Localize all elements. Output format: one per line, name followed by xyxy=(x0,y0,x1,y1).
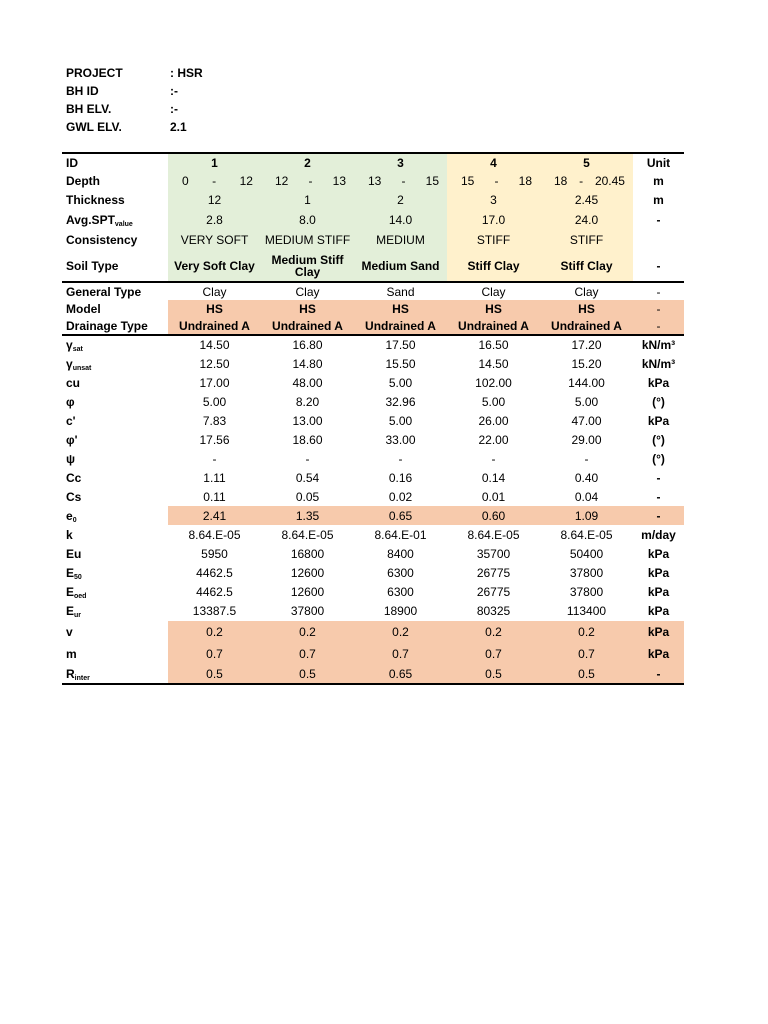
row-label xyxy=(62,643,168,665)
depth-range xyxy=(540,174,633,188)
value-cell: MEDIUM xyxy=(354,230,447,250)
layer-id: 4 xyxy=(447,153,540,171)
value-cell: 5.00 xyxy=(388,413,413,428)
header-row xyxy=(66,100,203,118)
value-cell: 8.64.E-05 xyxy=(467,527,520,542)
project-header xyxy=(66,64,203,136)
value-cell: 8.64.E-01 xyxy=(374,527,427,542)
unit-cell: (°) xyxy=(652,451,665,466)
row-label-text: E xyxy=(66,604,75,618)
table-row xyxy=(62,544,684,563)
row-label-subscript: sat xyxy=(72,346,83,353)
row-label-text: φ xyxy=(66,394,75,409)
value-cell: 14.50 xyxy=(199,338,230,352)
value-cell: 17.0 xyxy=(447,209,540,230)
unit-cell: kPa xyxy=(647,546,670,561)
value-cell: Medium Stiff Clay xyxy=(261,250,354,282)
value-cell: 12600 xyxy=(290,584,325,599)
value-cell: 0.16 xyxy=(388,470,413,485)
value-cell: 32.96 xyxy=(385,394,416,409)
value-cell: HS xyxy=(168,300,261,317)
value-cell: Clay xyxy=(168,282,261,300)
value-cell: 26775 xyxy=(476,584,511,599)
row-label xyxy=(62,282,168,300)
depth-cell xyxy=(447,171,540,190)
table-row xyxy=(62,209,684,230)
unit-cell: - xyxy=(633,282,684,300)
value-cell: 13387.5 xyxy=(192,604,237,618)
table-row xyxy=(62,601,684,621)
depth-part: 18 xyxy=(554,173,568,188)
row-label-text: Consistency xyxy=(66,233,138,247)
row-label-subscript: 0 xyxy=(72,516,77,524)
row-label xyxy=(62,230,168,250)
value-cell: Sand xyxy=(354,282,447,300)
value-cell: 48.00 xyxy=(292,375,323,390)
value-cell: 4462.5 xyxy=(196,584,233,599)
row-label xyxy=(62,209,168,230)
row-label-text: e xyxy=(66,508,73,523)
value-cell: 8.64.E-05 xyxy=(281,527,334,542)
depth-part: - xyxy=(494,173,499,188)
layer-id: 1 xyxy=(168,153,261,171)
value-cell: 18900 xyxy=(383,604,418,618)
value-cell: 16.80 xyxy=(292,338,323,352)
value-cell: 24.0 xyxy=(540,209,633,230)
row-label-text: v xyxy=(66,625,73,639)
value-cell: 6300 xyxy=(387,584,414,599)
value-cell: 0.2 xyxy=(168,621,261,643)
table-row xyxy=(62,230,684,250)
depth-part: - xyxy=(212,173,217,188)
value-cell: Undrained A xyxy=(540,317,633,335)
row-label: Depth xyxy=(66,173,100,188)
value-cell: 1.11 xyxy=(203,470,226,485)
row-label xyxy=(62,506,168,525)
unit-cell: - xyxy=(656,470,661,485)
unit-cell: - xyxy=(633,665,684,684)
value-cell: 0.7 xyxy=(354,643,447,665)
value-cell: 0.65 xyxy=(354,665,447,684)
layer-id: 3 xyxy=(354,153,447,171)
row-label-text: k xyxy=(66,527,73,542)
value-cell: Undrained A xyxy=(354,317,447,335)
table-row xyxy=(62,582,684,601)
value-cell: STIFF xyxy=(447,230,540,250)
depth-part: - xyxy=(308,173,313,188)
row-label: ID xyxy=(62,153,168,171)
value-cell: 14.80 xyxy=(292,356,323,371)
table-row xyxy=(62,665,684,684)
value-cell: 18.60 xyxy=(292,432,323,447)
table-row xyxy=(62,563,684,582)
value-cell: 47.00 xyxy=(571,413,602,428)
table-row xyxy=(62,430,684,449)
value-cell: - xyxy=(491,451,496,466)
unit-cell: kN/m³ xyxy=(641,356,676,371)
header-value: :- xyxy=(170,84,178,98)
value-cell: Clay xyxy=(261,282,354,300)
row-label xyxy=(62,621,168,643)
row-label-subscript: oed xyxy=(74,592,87,600)
table-row xyxy=(62,317,684,335)
value-cell: 2.45 xyxy=(540,190,633,209)
value-cell: 0.2 xyxy=(447,621,540,643)
value-cell: - xyxy=(305,451,310,466)
depth-range xyxy=(261,174,354,188)
value-cell: 3 xyxy=(447,190,540,209)
row-label-text: Eu xyxy=(66,546,82,561)
value-cell: 1.35 xyxy=(261,506,354,525)
value-cell: 5.00 xyxy=(574,394,599,409)
depth-cell xyxy=(354,171,447,190)
value-cell: 1 xyxy=(261,190,354,209)
layer-id: 5 xyxy=(540,153,633,171)
unit-cell: kPa xyxy=(647,375,670,390)
header-value: :- xyxy=(170,102,178,116)
value-cell: 5.00 xyxy=(202,394,227,409)
table-row xyxy=(62,282,684,300)
value-cell: 15.20 xyxy=(571,356,602,371)
value-cell: HS xyxy=(540,300,633,317)
value-cell: 0.2 xyxy=(540,621,633,643)
table-row xyxy=(62,487,684,506)
table-row xyxy=(62,643,684,665)
header-label: PROJECT xyxy=(66,66,123,80)
table-row xyxy=(62,449,684,468)
value-cell: 14.50 xyxy=(478,356,509,371)
value-cell: 13.00 xyxy=(292,413,323,428)
value-cell: 5950 xyxy=(201,546,228,561)
unit-cell: - xyxy=(633,300,684,317)
value-cell: 16800 xyxy=(290,546,325,561)
row-label-text: γ xyxy=(66,356,73,371)
row-label-text: φ' xyxy=(66,432,78,447)
value-cell: STIFF xyxy=(540,230,633,250)
unit-cell: - xyxy=(656,489,661,504)
row-label xyxy=(62,487,168,506)
unit-cell: kPa xyxy=(633,621,684,643)
value-cell: 37800 xyxy=(569,565,604,580)
value-cell: 16.50 xyxy=(478,338,509,352)
row-label xyxy=(62,563,168,582)
row-label-subscript: unsat xyxy=(72,364,92,372)
value-cell: 50400 xyxy=(569,546,604,561)
value-cell: 8.20 xyxy=(295,394,320,409)
value-cell: 7.83 xyxy=(202,413,227,428)
value-cell: Clay xyxy=(447,282,540,300)
unit-cell: m xyxy=(653,173,664,188)
header-value: : HSR xyxy=(170,66,203,80)
value-cell: 2 xyxy=(354,190,447,209)
value-cell: 1.09 xyxy=(540,506,633,525)
value-cell: 37800 xyxy=(569,584,604,599)
depth-part: 12 xyxy=(275,173,289,188)
value-cell: MEDIUM STIFF xyxy=(261,230,354,250)
value-cell: 0.14 xyxy=(481,470,506,485)
value-cell: 2.8 xyxy=(168,209,261,230)
value-cell: HS xyxy=(354,300,447,317)
table-row xyxy=(62,171,684,190)
depth-part: 12 xyxy=(239,173,253,188)
row-label-subscript: 50 xyxy=(74,573,82,581)
value-cell: - xyxy=(584,451,589,466)
depth-part: 20.45 xyxy=(594,173,625,188)
value-cell: 0.11 xyxy=(203,489,226,504)
table-row xyxy=(62,354,684,373)
table-row xyxy=(62,506,684,525)
header-row xyxy=(66,82,203,100)
value-cell: 29.00 xyxy=(571,432,602,447)
value-cell: Undrained A xyxy=(447,317,540,335)
row-label-text: m xyxy=(66,647,77,661)
value-cell: 37800 xyxy=(290,604,325,618)
value-cell: 102.00 xyxy=(475,375,512,390)
row-label-text: Model xyxy=(66,301,101,316)
value-cell: 12600 xyxy=(290,565,325,580)
table-row xyxy=(62,153,684,171)
value-cell: Undrained A xyxy=(168,317,261,335)
row-label-text: General Type xyxy=(66,284,142,299)
row-label xyxy=(62,601,168,621)
row-label xyxy=(62,468,168,487)
table-row xyxy=(62,392,684,411)
row-label-text: E xyxy=(66,565,75,580)
value-cell: 0.05 xyxy=(295,489,320,504)
table-row xyxy=(62,335,684,354)
row-label-text: Soil Type xyxy=(66,258,119,273)
value-cell: 17.56 xyxy=(199,432,230,447)
depth-part: 13 xyxy=(368,173,382,188)
row-label xyxy=(62,665,168,684)
table-row xyxy=(62,250,684,282)
header-row xyxy=(66,64,203,82)
value-cell: 0.7 xyxy=(540,643,633,665)
row-label xyxy=(62,449,168,468)
value-cell: Clay xyxy=(540,282,633,300)
value-cell: 0.5 xyxy=(540,665,633,684)
value-cell: 0.40 xyxy=(574,470,599,485)
value-cell: 2.41 xyxy=(168,506,261,525)
value-cell: 0.02 xyxy=(388,489,413,504)
soil-parameter-table xyxy=(62,152,684,685)
value-cell: - xyxy=(398,451,403,466)
header-label: BH ID xyxy=(66,84,99,98)
value-cell: 17.50 xyxy=(385,338,416,352)
header-row xyxy=(66,118,203,136)
unit-cell: kPa xyxy=(633,643,684,665)
value-cell: 5.00 xyxy=(388,375,413,390)
value-cell: 26.00 xyxy=(478,413,509,428)
value-cell: 6300 xyxy=(387,565,414,580)
unit-cell: kPa xyxy=(647,584,670,599)
value-cell: 12.50 xyxy=(199,356,230,371)
unit-cell: m xyxy=(653,192,664,207)
unit-cell: kPa xyxy=(647,565,670,580)
row-label xyxy=(62,582,168,601)
value-cell: 4462.5 xyxy=(196,565,233,580)
row-label xyxy=(62,411,168,430)
depth-part: - xyxy=(579,173,584,188)
value-cell: 144.00 xyxy=(568,375,605,390)
value-cell: Undrained A xyxy=(261,317,354,335)
value-cell: 80325 xyxy=(476,604,511,618)
layer-id: 2 xyxy=(261,153,354,171)
value-cell: 5.00 xyxy=(481,394,506,409)
value-cell: 15.50 xyxy=(385,356,416,371)
value-cell: 14.0 xyxy=(354,209,447,230)
row-label xyxy=(62,190,168,209)
depth-part: - xyxy=(401,173,406,188)
depth-range xyxy=(354,174,447,188)
value-cell: 8400 xyxy=(387,546,414,561)
unit-cell: (°) xyxy=(652,394,665,409)
value-cell: Medium Sand xyxy=(354,250,447,282)
value-cell: 0.2 xyxy=(261,621,354,643)
unit-cell: - xyxy=(633,317,684,335)
value-cell: 8.64.E-05 xyxy=(560,527,613,542)
value-cell: HS xyxy=(261,300,354,317)
value-cell: 0.5 xyxy=(447,665,540,684)
value-cell: Very Soft Clay xyxy=(168,250,261,282)
table-row xyxy=(62,300,684,317)
value-cell: 0.54 xyxy=(295,470,320,485)
row-label xyxy=(62,317,168,335)
row-label-subscript: value xyxy=(114,220,133,228)
row-label-text: ψ xyxy=(66,451,76,466)
row-label-subscript: inter xyxy=(74,675,90,682)
unit-cell: kPa xyxy=(647,604,670,618)
row-label-text: Avg.SPT xyxy=(66,212,115,227)
row-label-subscript: ur xyxy=(74,612,82,619)
value-cell: 0.5 xyxy=(261,665,354,684)
value-cell: 12 xyxy=(168,190,261,209)
unit-cell: - xyxy=(633,506,684,525)
depth-part: 15 xyxy=(461,173,475,188)
value-cell: 22.00 xyxy=(478,432,509,447)
row-label xyxy=(62,373,168,392)
row-label-text: cu xyxy=(66,375,81,390)
value-cell: VERY SOFT xyxy=(168,230,261,250)
unit-cell: - xyxy=(656,258,661,273)
depth-cell xyxy=(168,171,261,190)
unit-cell xyxy=(633,230,684,250)
value-cell: 17.00 xyxy=(199,375,230,390)
value-cell: 35700 xyxy=(476,546,511,561)
table-row xyxy=(62,190,684,209)
depth-range xyxy=(168,174,261,188)
value-cell: 0.60 xyxy=(447,506,540,525)
unit-cell: m/day xyxy=(641,527,676,542)
value-cell: 8.64.E-05 xyxy=(188,527,241,542)
row-label xyxy=(62,430,168,449)
row-label-text: Cc xyxy=(66,470,82,485)
row-label-text: c' xyxy=(66,413,76,428)
value-cell: 0.01 xyxy=(481,489,506,504)
row-label-text: Cs xyxy=(66,489,82,504)
value-cell: Stiff Clay xyxy=(540,250,633,282)
value-cell: Stiff Clay xyxy=(447,250,540,282)
table-row xyxy=(62,411,684,430)
unit-cell: (°) xyxy=(652,432,665,447)
row-label-text: Drainage Type xyxy=(66,318,148,333)
depth-cell xyxy=(540,171,633,190)
value-cell: 0.7 xyxy=(447,643,540,665)
row-label xyxy=(62,335,168,354)
value-cell: 0.65 xyxy=(354,506,447,525)
value-cell: 113400 xyxy=(566,604,607,618)
value-cell: 0.7 xyxy=(168,643,261,665)
row-label xyxy=(62,525,168,544)
table-row xyxy=(62,468,684,487)
row-label-text: γ xyxy=(66,338,73,352)
row-label-text: Thickness xyxy=(66,192,125,207)
table-row xyxy=(62,373,684,392)
header-label: BH ELV. xyxy=(66,102,112,116)
unit-cell: - xyxy=(656,212,661,227)
header-label: GWL ELV. xyxy=(66,120,122,134)
depth-part: 13 xyxy=(332,173,346,188)
row-label xyxy=(62,392,168,411)
row-label xyxy=(62,250,168,282)
unit-header: Unit xyxy=(633,153,684,171)
value-cell: 17.20 xyxy=(571,338,602,352)
value-cell: - xyxy=(212,451,217,466)
row-label-text: R xyxy=(66,667,75,681)
depth-cell xyxy=(261,171,354,190)
value-cell: 8.0 xyxy=(261,209,354,230)
value-cell: HS xyxy=(447,300,540,317)
row-label xyxy=(62,354,168,373)
value-cell: 0.2 xyxy=(354,621,447,643)
value-cell: 0.5 xyxy=(168,665,261,684)
value-cell: 0.7 xyxy=(261,643,354,665)
table-row xyxy=(62,525,684,544)
table-row xyxy=(62,621,684,643)
value-cell: 26775 xyxy=(476,565,511,580)
value-cell: 0.04 xyxy=(574,489,599,504)
row-label xyxy=(62,544,168,563)
row-label-text: E xyxy=(66,584,75,599)
value-cell: 33.00 xyxy=(385,432,416,447)
row-label xyxy=(62,300,168,317)
unit-cell: kN/m³ xyxy=(641,338,676,352)
depth-part: 15 xyxy=(425,173,439,188)
depth-range xyxy=(447,174,540,188)
depth-part: 0 xyxy=(182,173,189,188)
depth-part: 18 xyxy=(518,173,532,188)
unit-cell: kPa xyxy=(647,413,670,428)
header-value: 2.1 xyxy=(170,120,187,134)
